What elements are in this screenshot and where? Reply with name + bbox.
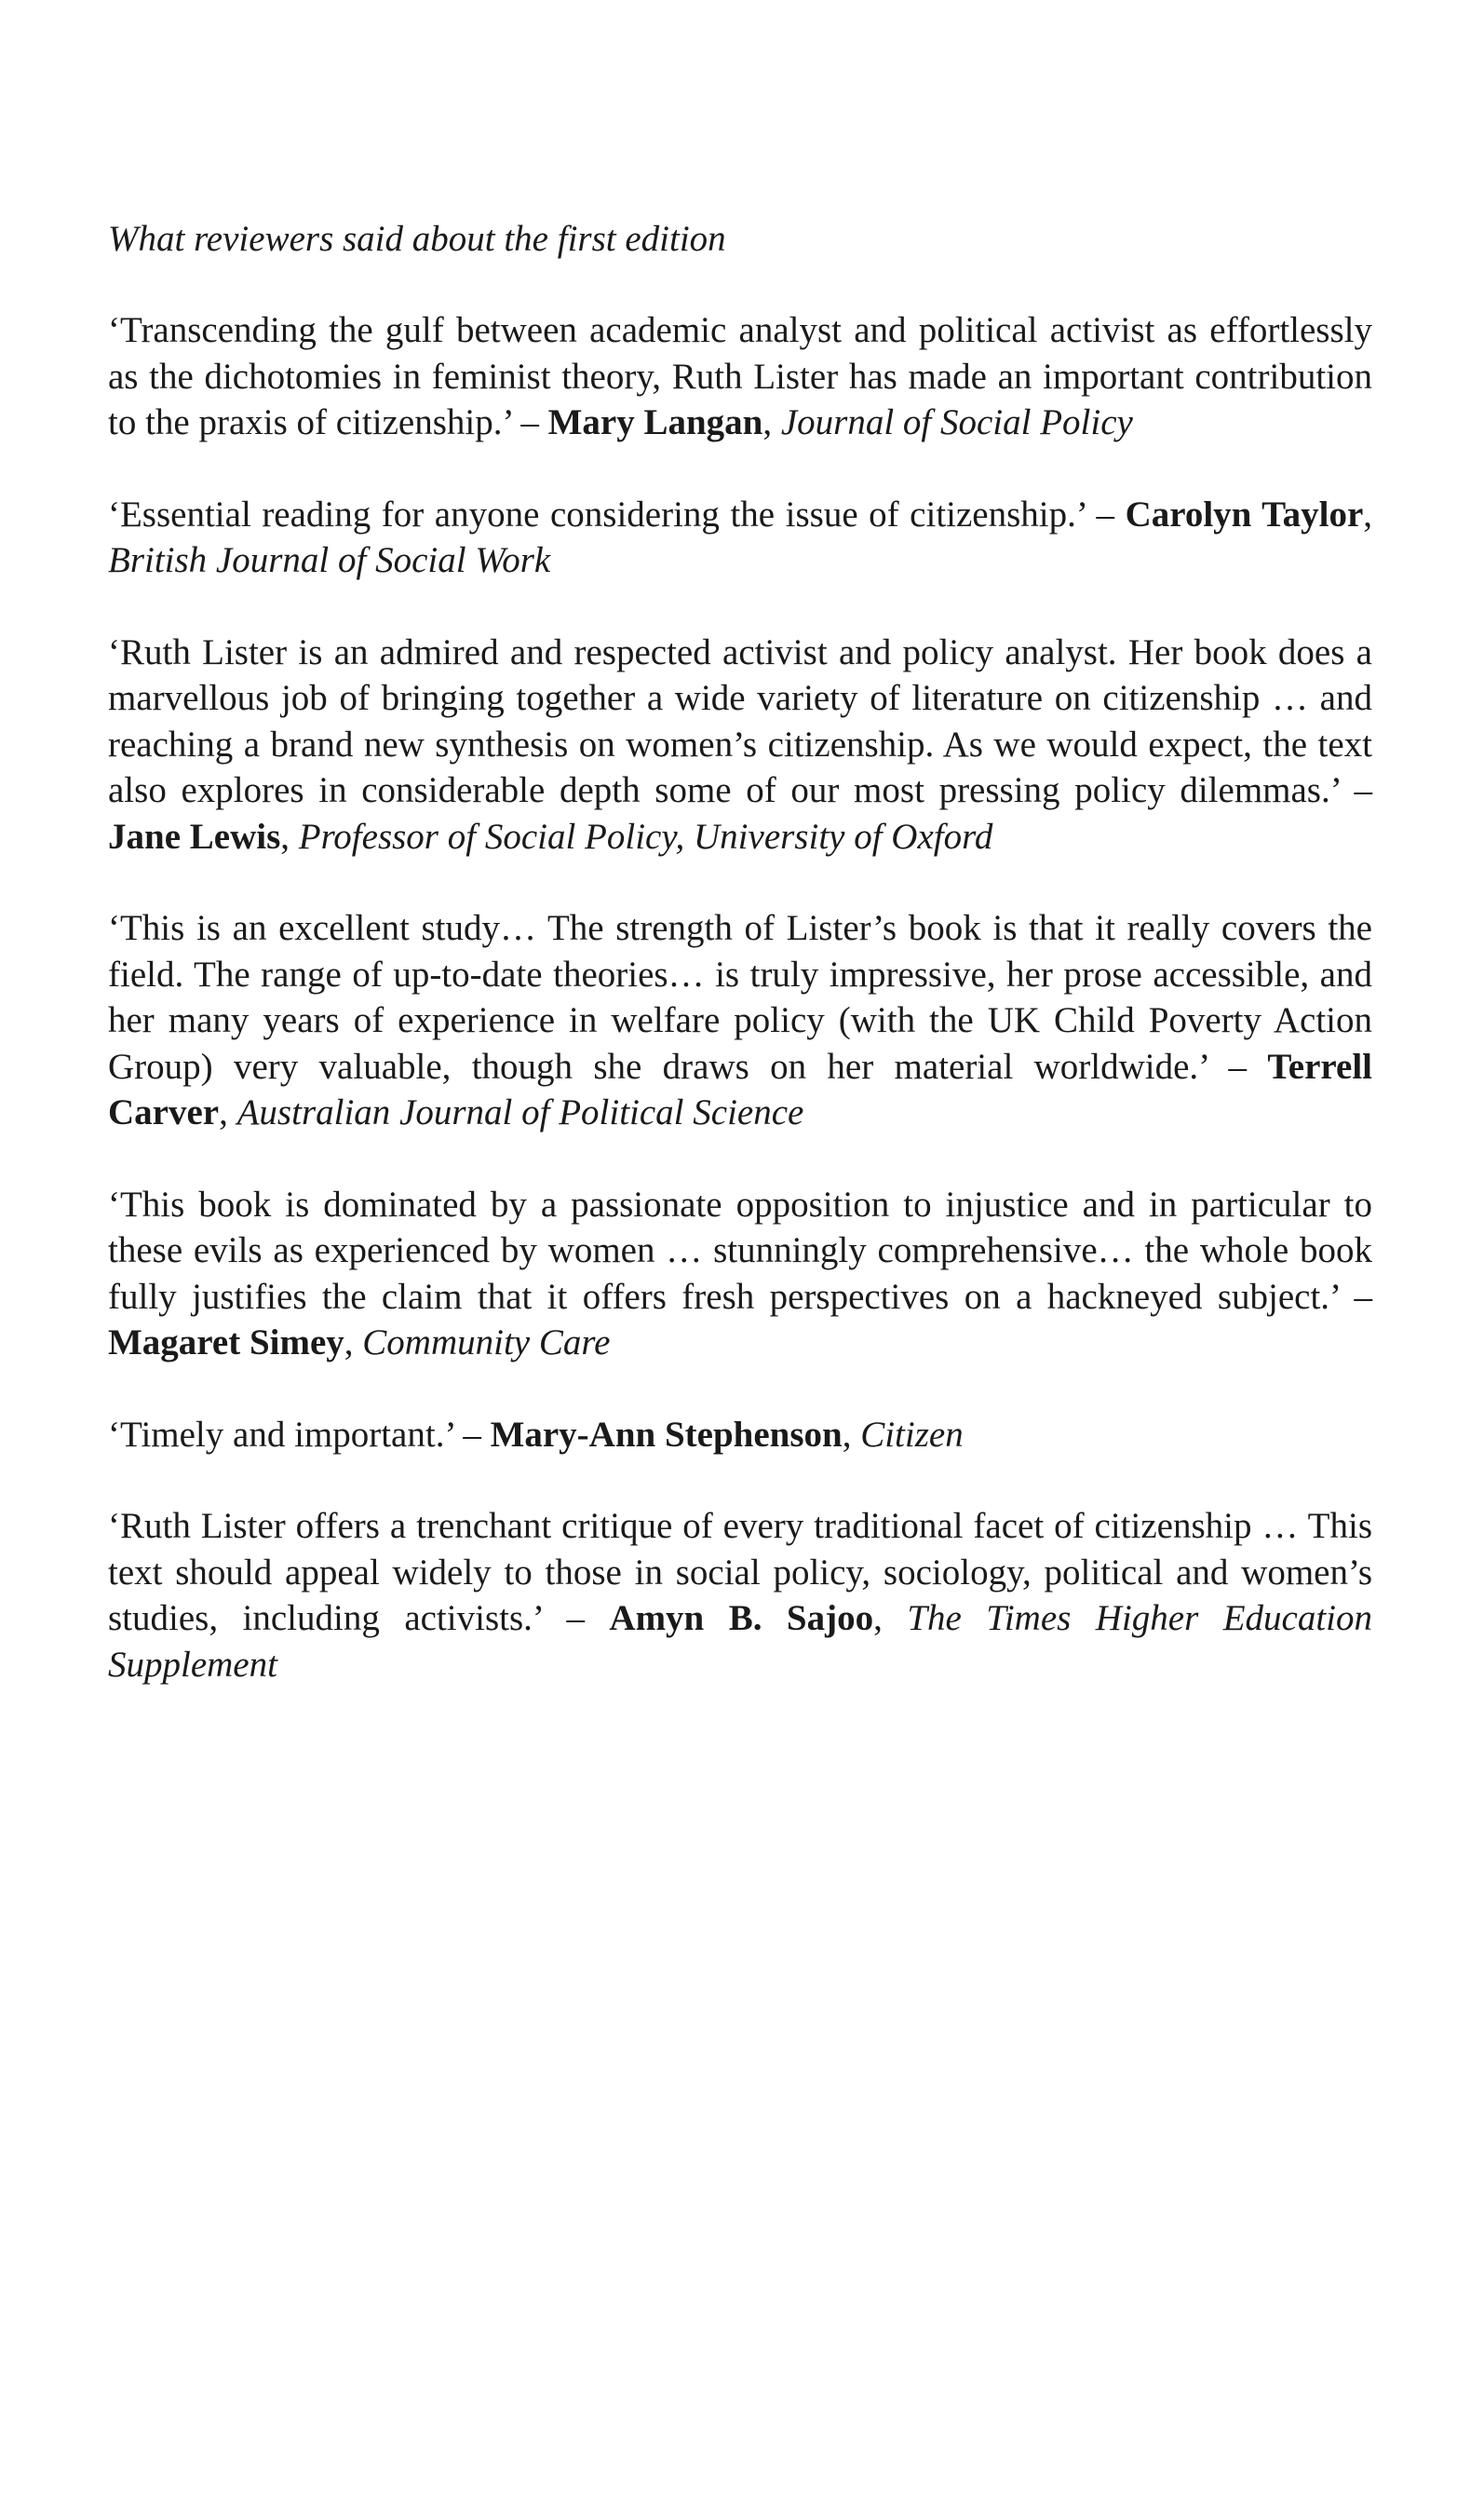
review-publication: Professor of Social Policy, University of Oxford <box>298 816 993 857</box>
review-item <box>108 492 1372 584</box>
reviewer-name: Mary Langan <box>547 402 763 442</box>
review-quote: ‘Ruth Lister is an admired and respected activist and policy analyst. Her book does a marvellous job of bringing together a wide variety of literature on citizenship … and reaching a brand new synthesis on women’s citizenship. As we would expect, the text also explores in considerable depth some of our most pressing policy dilemmas.’ <box>108 631 1372 810</box>
review-separator: , <box>344 1322 363 1362</box>
review-dash: – <box>1339 770 1373 810</box>
review-dash: – <box>1339 1276 1372 1317</box>
reviewer-name: Mary-Ann Stephenson <box>490 1414 843 1455</box>
reviewer-name: Magaret Simey <box>108 1322 344 1362</box>
review-publication: Citizen <box>860 1414 964 1455</box>
review-separator: , <box>762 402 781 442</box>
reviewer-name: Terrell Carver <box>108 1046 1372 1132</box>
review-publication: Australian Journal of Political Science <box>236 1092 804 1132</box>
review-quote: ‘This is an excellent study… The strength of Lister’s book is that it really covers the field. The range of up-to-date theories… is truly impressive, her prose accessible, and her many years of experience in welfare policy (with the UK Child Poverty Action Group) very valuable, though she draws on her material worldwide.’ <box>108 908 1372 1087</box>
review-publication: Community Care <box>362 1322 611 1362</box>
review-dash: – <box>453 1414 491 1455</box>
page-heading: What reviewers said about the first edition <box>108 219 726 259</box>
review-quote: ‘Timely and important.’ <box>108 1414 454 1455</box>
review-item <box>108 905 1372 1136</box>
reviewer-name: Jane Lewis <box>108 816 281 857</box>
reviewer-name: Carolyn Taylor <box>1125 494 1364 535</box>
review-quote: ‘Essential reading for anyone considering the issue of citizenship.’ <box>108 494 1086 535</box>
review-publication: The Times Higher Education Supplement <box>108 1598 1373 1685</box>
review-separator: , <box>280 816 299 857</box>
review-item <box>108 1412 1372 1458</box>
review-dash: – <box>1207 1046 1268 1087</box>
review-quote: ‘This book is dominated by a passionate opposition to injustice and in particular to these evils as experienced by women … stunningly comprehensive… the whole book fully justifies the claim that it offers fresh perspectives on a hackneyed subject.’ <box>108 1184 1372 1317</box>
review-dash: – <box>541 1598 610 1638</box>
review-item <box>108 630 1372 861</box>
reviewer-name: Amyn B. Sajoo <box>609 1598 874 1638</box>
review-publication: British Journal of Social Work <box>108 540 551 580</box>
review-separator: , <box>842 1414 861 1455</box>
review-item <box>108 1182 1372 1366</box>
review-quote: ‘Transcending the gulf between academic analyst and political activist as effortlessly as the dichotomies in feminist theory, Ruth Lister has made an important contribution to the praxis of citizenship.’ <box>108 310 1372 442</box>
review-dash: – <box>1085 494 1126 535</box>
review-separator: , <box>873 1598 908 1638</box>
review-publication: Journal of Social Policy <box>780 402 1133 442</box>
review-item <box>108 1503 1372 1688</box>
review-dash: – <box>511 402 548 442</box>
review-separator: , <box>219 1092 237 1132</box>
review-quote: ‘Ruth Lister offers a trenchant critique of every traditional facet of citizenship … This text should appeal widely to those in social policy, sociology, political and women’s studies, including activists.’ <box>108 1506 1372 1638</box>
reviews-page <box>108 216 1372 1733</box>
review-item <box>108 307 1372 446</box>
review-separator: , <box>1363 494 1373 535</box>
